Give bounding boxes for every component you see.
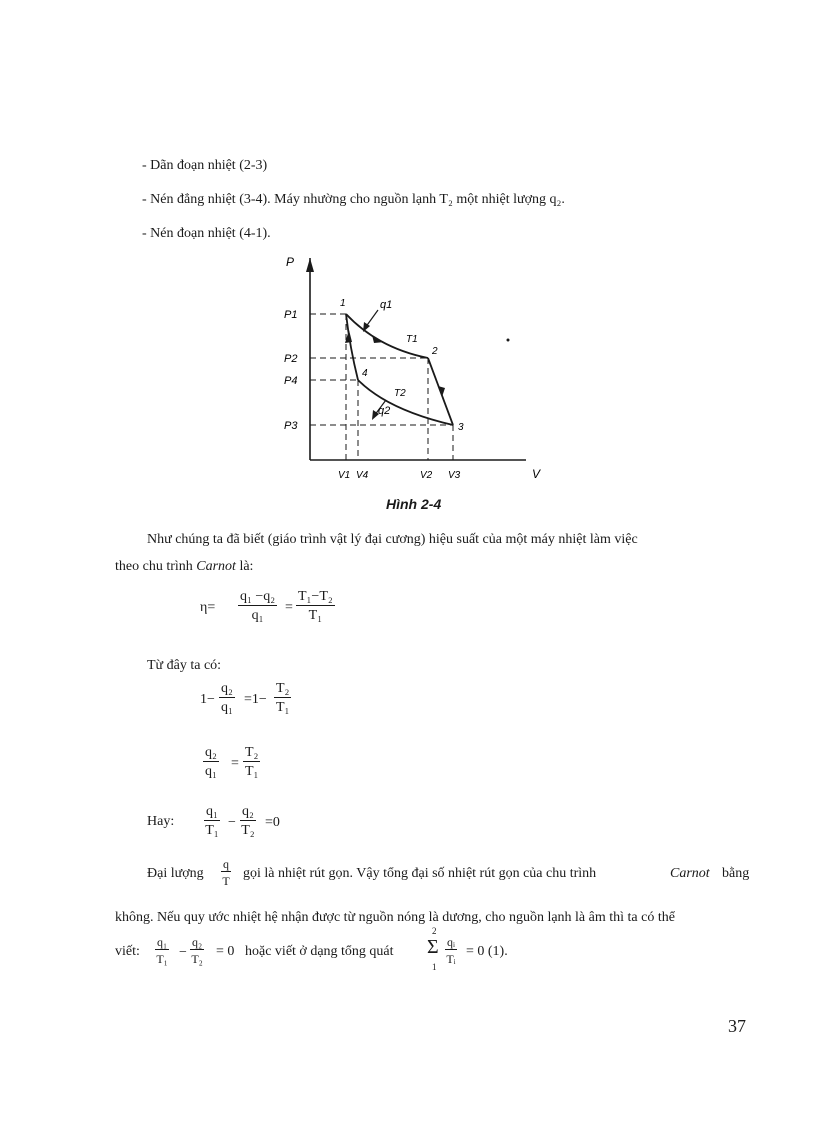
axis-p-label: P	[286, 255, 295, 269]
fraction-q: $\frac{\text{q₁ −q₂}}{\text{q₁}}$	[240, 589, 276, 623]
heat-q1-label: q1	[380, 299, 393, 311]
point-4-label: 4	[362, 368, 368, 379]
para1-line1: Như chúng ta đã biết (giáo trình vật lý đại cương) hiệu suất của một máy nhiệt làm việc	[147, 532, 638, 547]
sigma-upper: 2	[432, 926, 437, 936]
heat-q2-label: q2	[378, 405, 391, 417]
carnot-word-2: Carnot	[670, 866, 710, 881]
point-3-label: 3	[458, 422, 464, 433]
axis-v-label: V	[532, 467, 541, 481]
temp-t1-label: T1	[406, 334, 418, 345]
pv-diagram	[270, 250, 550, 490]
sigma-lower: 1	[432, 962, 437, 972]
v3-label: V3	[448, 470, 461, 481]
arrow-2-3	[438, 386, 445, 397]
para2: không. Nếu quy ước nhiệt hệ nhận được từ nguồn nóng là dương, cho nguồn lạnh là âm thì ta có thể	[115, 910, 675, 925]
p2-label: P2	[284, 353, 298, 365]
para1-line2: theo chu trình Carnot là:	[115, 559, 254, 574]
hay-text: Hay:	[147, 814, 175, 829]
p3-label: P3	[284, 420, 298, 432]
p-axis-arrow	[306, 258, 314, 272]
eta-symbol: η=	[200, 600, 216, 615]
bullet-isothermal-compression: - Nén đẳng nhiệt (3-4). Máy nhường cho nguồn lạnh T₂ một nhiệt lượng q₂.	[142, 192, 565, 207]
point-1-label: 1	[340, 298, 346, 309]
v2-label: V2	[420, 470, 433, 481]
bullet-adiabatic-compression: - Nén đoạn nhiệt (4-1).	[142, 226, 271, 241]
figure-caption: Hình 2-4	[386, 496, 442, 512]
stray-dot	[507, 339, 510, 342]
page-number: 37	[728, 1016, 746, 1036]
p1-label: P1	[284, 309, 298, 321]
from-here-text: Từ đây ta có:	[147, 658, 222, 673]
v1-label: V1	[338, 470, 351, 481]
bullet-adiabatic-expansion: - Dãn đoạn nhiệt (2-3)	[142, 158, 268, 173]
temp-t2-label: T2	[394, 388, 406, 399]
fraction-t: $\frac{\text{T₁−T₂}}{\text{T₁}}$	[298, 589, 333, 623]
v4-label: V4	[356, 470, 369, 481]
carnot-word: Carnot	[196, 559, 236, 574]
p4-label: P4	[284, 375, 298, 387]
sigma-symbol: Σ	[427, 936, 439, 958]
point-2-label: 2	[432, 346, 438, 357]
arrow-1-2	[372, 335, 384, 343]
